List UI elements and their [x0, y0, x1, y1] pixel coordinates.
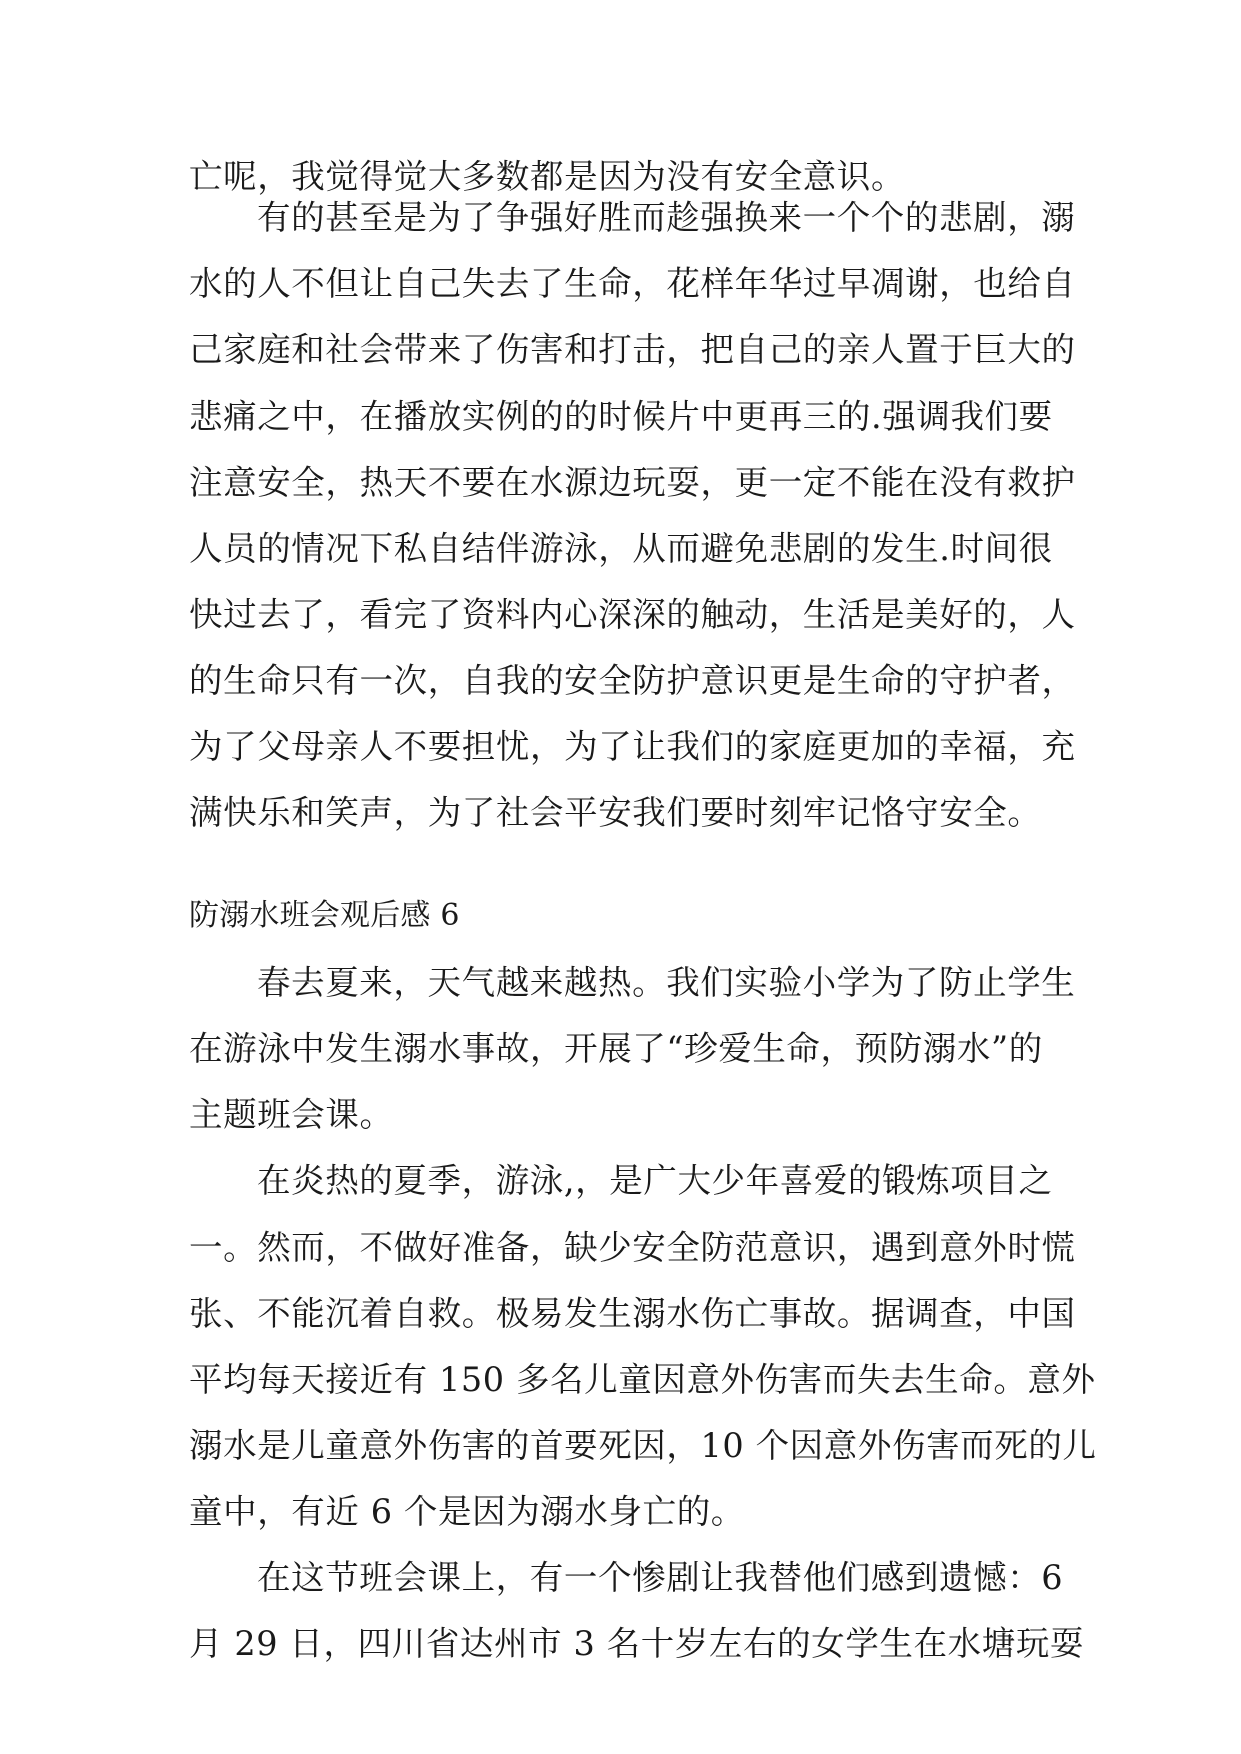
text-line: 满快乐和笑声，为了社会平安我们要时刻牢记恪守安全。: [189, 793, 1042, 832]
text-line: 溺水是儿童意外伤害的首要死因，10 个因意外伤害而死的儿: [189, 1426, 1097, 1465]
text-line: 一。然而，不做好准备，缺少安全防范意识，遇到意外时慌: [189, 1228, 1076, 1267]
text-line: 在游泳中发生溺水事故，开展了“珍爱生命，预防溺水”的: [189, 1029, 1043, 1068]
text-line: 月 29 日，四川省达州市 3 名十岁左右的女学生在水塘玩耍: [189, 1624, 1085, 1663]
section-heading: 防溺水班会观后感 6: [189, 898, 460, 933]
text-line: 张、不能沉着自救。极易发生溺水伤亡事故。据调查，中国: [189, 1294, 1076, 1333]
text-line: 己家庭和社会带来了伤害和打击，把自己的亲人置于巨大的: [189, 330, 1076, 369]
text-line: 水的人不但让自己失去了生命，花样年华过早凋谢，也给自: [189, 264, 1076, 303]
text-line: 人员的情况下私自结伴游泳，从而避免悲剧的发生.时间很: [189, 529, 1053, 568]
text-line: 在炎热的夏季，游泳,，是广大少年喜爱的锻炼项目之: [257, 1161, 1053, 1200]
text-line: 春去夏来，天气越来越热。我们实验小学为了防止学生: [257, 963, 1076, 1002]
text-line: 快过去了，看完了资料内心深深的触动，生活是美好的，人: [189, 595, 1076, 634]
text-line: 主题班会课。: [189, 1095, 394, 1134]
text-line: 为了父母亲人不要担忧，为了让我们的家庭更加的幸福，充: [189, 727, 1076, 766]
text-line: 童中，有近 6 个是因为溺水身亡的。: [189, 1492, 745, 1531]
text-line: 注意安全，热天不要在水源边玩耍，更一定不能在没有救护: [189, 463, 1076, 502]
text-line: 的生命只有一次，自我的安全防护意识更是生命的守护者，: [189, 661, 1076, 700]
text-line: 有的甚至是为了争强好胜而趁强换来一个个的悲剧，溺: [257, 198, 1076, 237]
text-line: 在这节班会课上，有一个惨剧让我替他们感到遗憾：6: [257, 1558, 1064, 1597]
text-line: 悲痛之中，在播放实例的的时候片中更再三的.强调我们要: [189, 397, 1053, 436]
text-line: 亡呢，我觉得觉大多数都是因为没有安全意识。: [189, 157, 906, 196]
text-line: 平均每天接近有 150 多名儿童因意外伤害而失去生命。意外: [189, 1360, 1096, 1399]
